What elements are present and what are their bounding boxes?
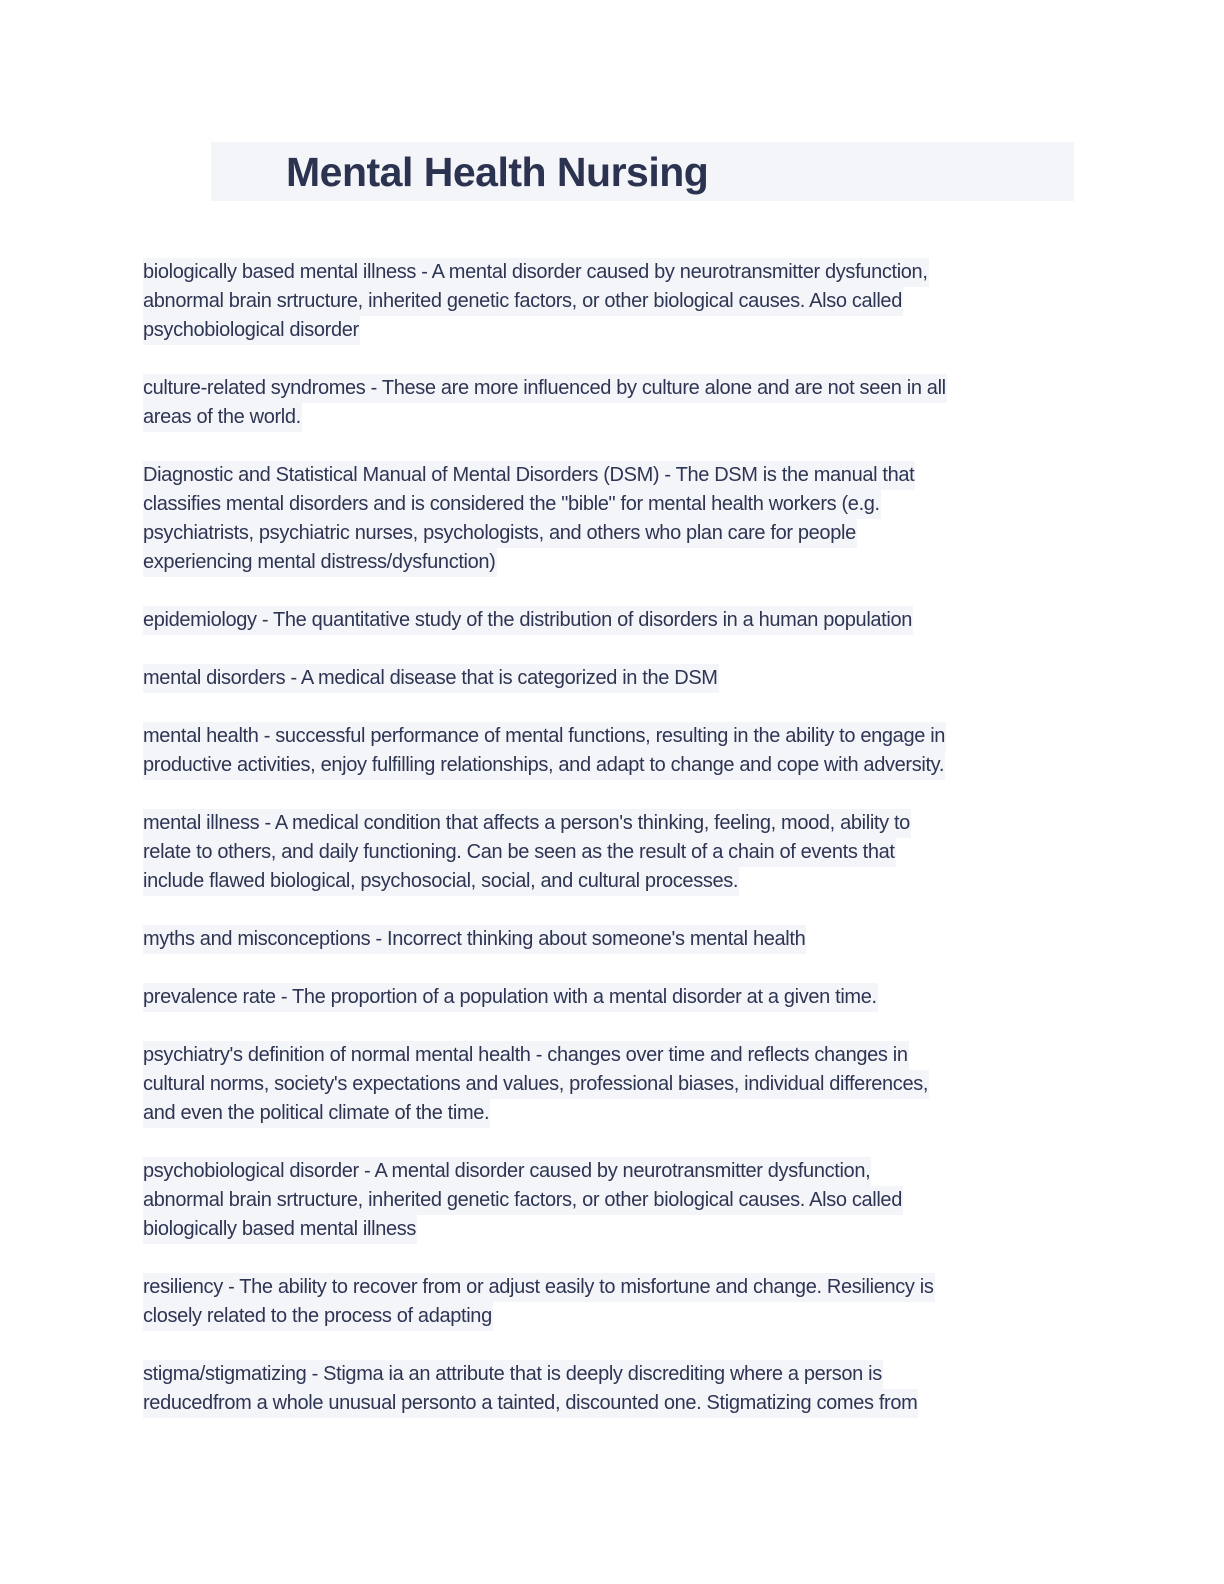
glossary-entry bbox=[143, 1157, 1083, 1244]
glossary-entry-line: biologically based mental illness - A mental disorder caused by neurotransmitter dysfunction, bbox=[143, 258, 929, 287]
glossary-entry-line: include flawed biological, psychosocial, social, and cultural processes. bbox=[143, 867, 739, 896]
glossary-entry bbox=[143, 374, 1083, 432]
glossary-entry bbox=[143, 664, 1083, 693]
glossary-entry-line: mental disorders - A medical disease that is categorized in the DSM bbox=[143, 664, 719, 693]
glossary-entry-line: reducedfrom a whole unusual personto a tainted, discounted one. Stigmatizing comes from bbox=[143, 1389, 918, 1418]
glossary-entry-line: myths and misconceptions - Incorrect thinking about someone's mental health bbox=[143, 925, 806, 954]
glossary-entry-line: classifies mental disorders and is considered the "bible" for mental health workers (e.g. bbox=[143, 490, 881, 519]
glossary-entry-line: culture-related syndromes - These are more influenced by culture alone and are not seen in all bbox=[143, 374, 947, 403]
glossary-entry bbox=[143, 1041, 1083, 1128]
glossary-entry bbox=[143, 1273, 1083, 1331]
glossary-entry-line: relate to others, and daily functioning. Can be seen as the result of a chain of events that bbox=[143, 838, 896, 867]
glossary-entry bbox=[143, 722, 1083, 780]
page-title: Mental Health Nursing bbox=[286, 149, 709, 195]
glossary-entry-line: psychobiological disorder - A mental disorder caused by neurotransmitter dysfunction, bbox=[143, 1157, 871, 1186]
glossary-entry-line: areas of the world. bbox=[143, 403, 302, 432]
glossary-entry-line: abnormal brain srtructure, inherited genetic factors, or other biological causes. Also called bbox=[143, 1186, 903, 1215]
glossary-entry bbox=[143, 925, 1083, 954]
glossary-entry-line: prevalence rate - The proportion of a population with a mental disorder at a given time. bbox=[143, 983, 878, 1012]
glossary-entry-line: psychiatrists, psychiatric nurses, psychologists, and others who plan care for people bbox=[143, 519, 857, 548]
glossary-entry bbox=[143, 606, 1083, 635]
glossary-entry-line: mental illness - A medical condition that affects a person's thinking, feeling, mood, ability to bbox=[143, 809, 911, 838]
glossary-entry-line: abnormal brain srtructure, inherited genetic factors, or other biological causes. Also called bbox=[143, 287, 903, 316]
glossary-list bbox=[143, 258, 1083, 1447]
glossary-entry bbox=[143, 809, 1083, 896]
glossary-entry-line: psychiatry's definition of normal mental health - changes over time and reflects changes in bbox=[143, 1041, 909, 1070]
glossary-entry-line: productive activities, enjoy fulfilling relationships, and adapt to change and cope with adversity. bbox=[143, 751, 945, 780]
glossary-entry-line: closely related to the process of adapting bbox=[143, 1302, 493, 1331]
glossary-entry-line: mental health - successful performance of mental functions, resulting in the ability to engage in bbox=[143, 722, 946, 751]
glossary-entry-line: experiencing mental distress/dysfunction) bbox=[143, 548, 497, 577]
glossary-entry bbox=[143, 461, 1083, 577]
glossary-entry-line: Diagnostic and Statistical Manual of Mental Disorders (DSM) - The DSM is the manual that bbox=[143, 461, 915, 490]
glossary-entry-line: epidemiology - The quantitative study of the distribution of disorders in a human population bbox=[143, 606, 913, 635]
glossary-entry-line: cultural norms, society's expectations and values, professional biases, individual differences, bbox=[143, 1070, 929, 1099]
glossary-entry-line: and even the political climate of the time. bbox=[143, 1099, 490, 1128]
glossary-entry-line: psychobiological disorder bbox=[143, 316, 360, 345]
glossary-entry-line: biologically based mental illness bbox=[143, 1215, 417, 1244]
glossary-entry bbox=[143, 983, 1083, 1012]
glossary-entry bbox=[143, 258, 1083, 345]
title-banner bbox=[211, 142, 1074, 201]
glossary-entry bbox=[143, 1360, 1083, 1418]
glossary-entry-line: resiliency - The ability to recover from or adjust easily to misfortune and change. Resiliency is bbox=[143, 1273, 935, 1302]
glossary-entry-line: stigma/stigmatizing - Stigma ia an attribute that is deeply discrediting where a person is bbox=[143, 1360, 883, 1389]
